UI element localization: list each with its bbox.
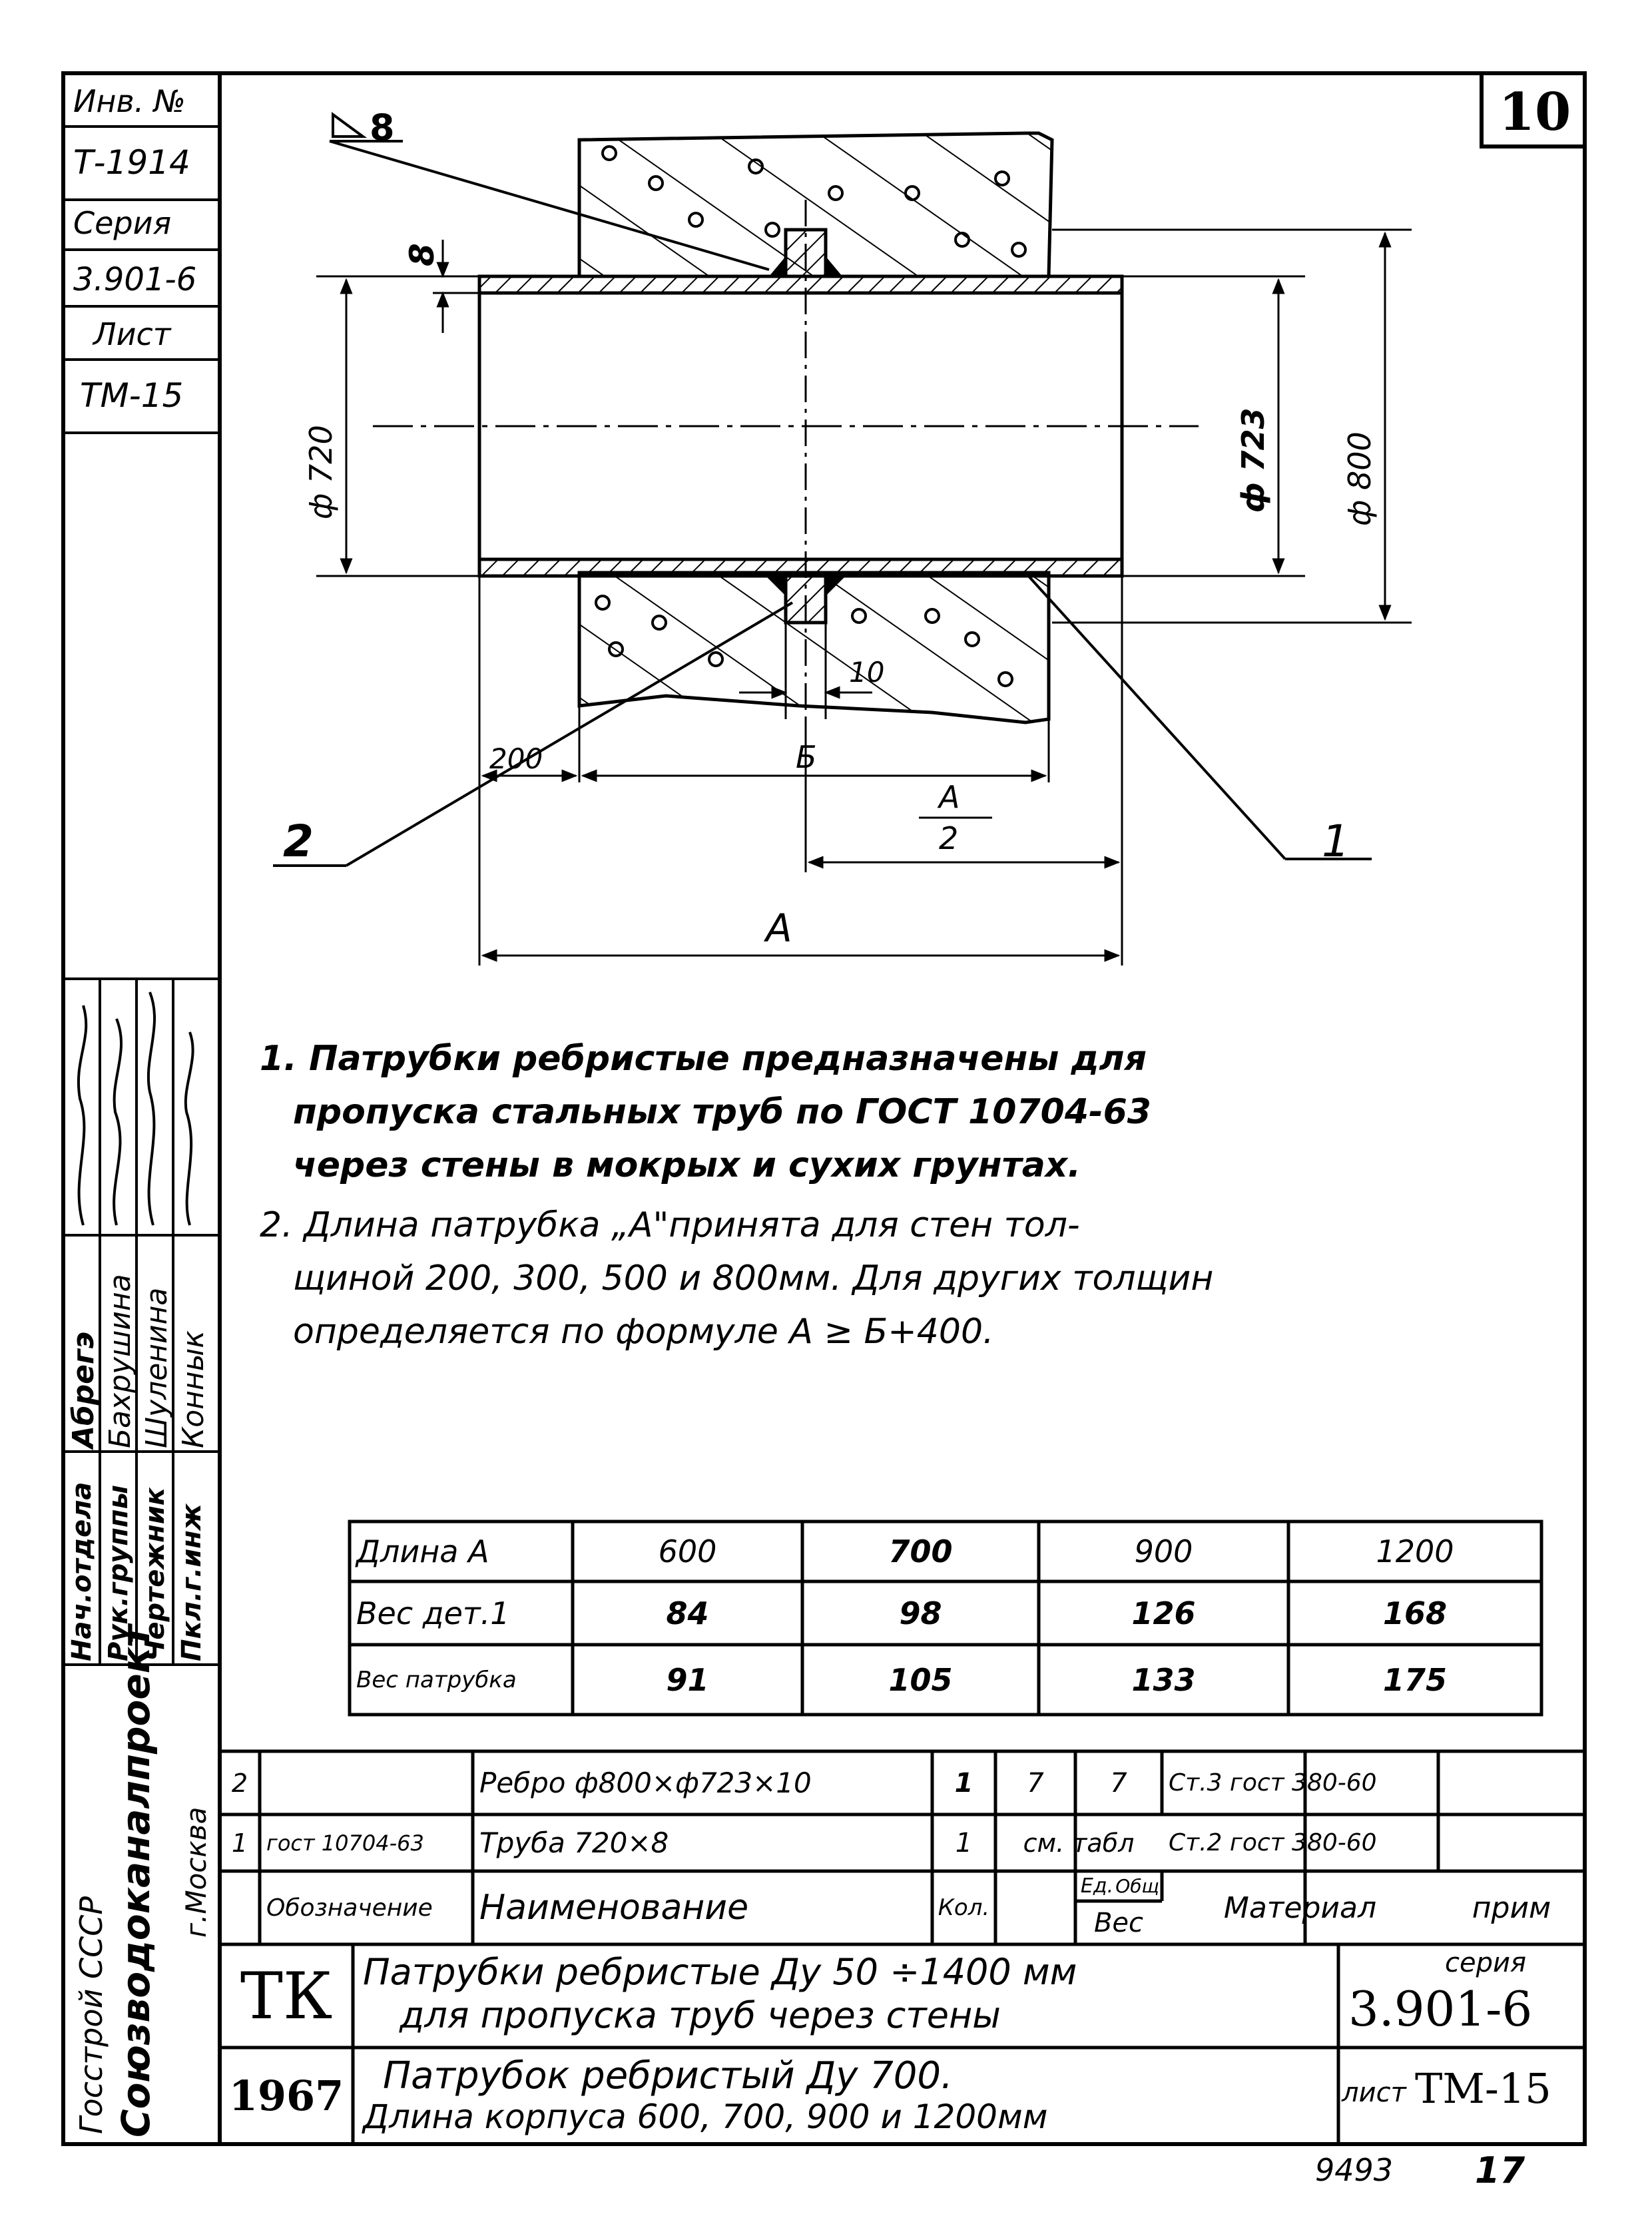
callout-2: 2 [283,816,314,867]
rib-bottom [786,576,826,623]
tk-mark: ТК [240,1958,333,2034]
sig-name-2: Бахрушина [103,1274,137,1448]
spec-qty: 1 [954,1767,973,1799]
spec-w-unit: 7 [1027,1767,1044,1799]
weld-symbol-icon [333,115,363,137]
org-line-3: г.Москва [180,1807,212,1938]
dim-outer-diameter: ф 723 [1235,408,1271,513]
note-line-3: через стены в мокрых и сухих грунтах. [293,1145,1081,1185]
sig-role-2: Рук.группы [103,1485,134,1661]
spec-hdr-material: Материал [1223,1890,1377,1925]
sig-role-1: Нач.отдела [67,1482,97,1661]
rib-top [786,230,826,276]
wt-cell: 600 [658,1533,717,1569]
wt-cell: 1200 [1376,1533,1454,1569]
dim-a-half-den: 2 [939,820,959,856]
spec-hdr-name: Наименование [479,1888,749,1928]
org-line-1: Госстрой СССР [73,1896,109,2134]
dim-thickness-label: 8 [403,243,441,266]
pipe-wall-top [479,276,1122,293]
title-line-2: для пропуска труб через стены [400,1994,1001,2036]
dim-rib-thickness: 10 [849,656,885,689]
spec-pos: 1 [231,1828,248,1858]
subtitle-line-1: Патрубок ребристый Ду 700. [383,2054,953,2097]
title-line-1: Патрубки ребристые Ду 50 ÷1400 мм [363,1951,1077,1993]
wt-cell: 700 [888,1533,953,1569]
wt-cell: 98 [899,1595,942,1631]
subtitle-line-2: Длина корпуса 600, 700, 900 и 1200мм [363,2097,1048,2136]
stamp-series-value: 3.901-6 [73,261,197,298]
note-line-5: щиной 200, 300, 500 и 800мм. Для других толщин [293,1258,1214,1298]
note-line-4: 2. Длина патрубка „А"принята для стен тол- [260,1205,1080,1245]
note-line-6: определяется по формуле А ≥ Б+400. [293,1312,994,1352]
sig-role-3: Чертежник [140,1487,170,1661]
tb-series-label: серия [1445,1948,1527,1978]
wt-row-label: Вес дет.1 [356,1595,510,1631]
stamp-inv-label: Инв. № [73,83,186,119]
handwritten-signatures [63,979,220,1235]
spec-hdr-note: прим [1472,1890,1551,1925]
spec-hdr-designation: Обозначение [266,1894,433,1922]
wt-cell: 175 [1382,1661,1448,1698]
tb-sheet-label: лист [1342,2078,1406,2108]
sig-name-4: Коннык [176,1330,210,1448]
spec-designation: гост 10704-63 [266,1830,424,1856]
tb-series-value: 3.901-6 [1348,1981,1533,2037]
spec-w-unit: см. табл [1023,1828,1135,1858]
dim-rib-diameter: ф 800 [1342,431,1378,526]
stamp-inv-value: Т-1914 [73,143,190,182]
spec-hdr-w-total: Общ. [1115,1875,1165,1897]
wt-cell: 900 [1134,1533,1193,1569]
wt-cell: 91 [666,1661,709,1698]
spec-qty: 1 [955,1827,973,1858]
note-line-1: 1. Патрубки ребристые предназначены для [260,1039,1147,1079]
stamp-sheet-label: Лист [93,316,171,352]
year-mark: 1967 [228,2072,344,2120]
weld-mark-label: 8 [370,107,395,148]
spec-material: Ст.2 гост 380-60 [1169,1829,1377,1856]
wt-cell: 133 [1131,1661,1196,1698]
spec-name: Труба 720×8 [479,1826,669,1859]
wt-cell: 126 [1131,1595,1196,1631]
org-line-2: Союзводоканалпроект [113,1625,158,2137]
stamp-sheet-value: ТМ-15 [80,376,184,415]
dim-inner-diameter: ф 720 [303,425,339,519]
dim-a-half-num: А [939,779,960,815]
note-line-2: пропуска стальных труб по ГОСТ 10704-63 [293,1092,1151,1132]
footer-number: 9493 [1315,2152,1394,2188]
tb-sheet-value: ТМ-15 [1415,2064,1551,2113]
sig-role-4: Пкл.г.инж [176,1504,207,1661]
wt-cell: 84 [666,1595,709,1631]
dim-b: Б [796,739,817,775]
dim-a: А [766,906,792,951]
footer-page: 17 [1475,2149,1525,2191]
stamp-series-label: Серия [73,205,172,241]
spec-material: Ст.3 гост 380-60 [1169,1769,1377,1797]
wt-row-label: Вес патрубка [356,1666,517,1693]
sig-name-3: Шуленина [140,1287,174,1448]
dim-200: 200 [489,742,543,775]
wt-cell: 105 [888,1661,953,1698]
sig-name-1: Абрегэ [67,1331,101,1448]
spec-hdr-qty: Кол. [938,1894,990,1921]
callout-1: 1 [1322,816,1350,867]
sheet-number: 10 [1498,81,1571,142]
spec-pos: 2 [231,1768,248,1798]
spec-hdr-weight: Вес [1093,1907,1144,1938]
spec-name: Ребро ф800×ф723×10 [479,1767,812,1799]
spec-designation [260,1751,473,1814]
wt-cell: 168 [1382,1595,1448,1631]
spec-w-total: 7 [1110,1767,1127,1799]
wt-row-label: Длина А [356,1533,489,1569]
spec-hdr-w-unit: Ед. [1080,1874,1114,1898]
